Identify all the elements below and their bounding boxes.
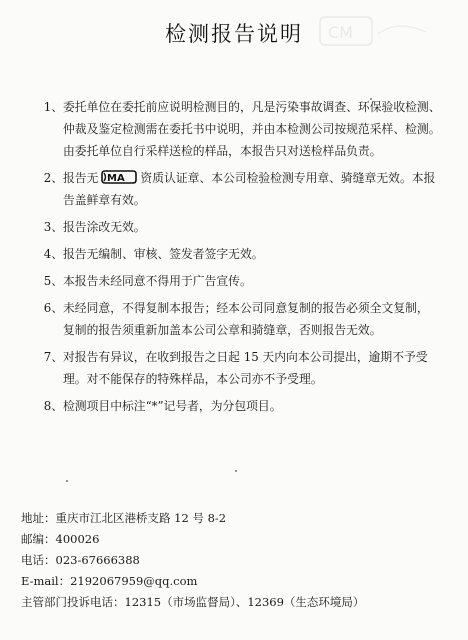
note-item (20, 167, 450, 211)
email-text: E-mail：2192067959@qq.com (21, 574, 198, 588)
note-line: 由委托单位自行采样送检的样品，本报告只对送检样品负责。 (63, 144, 382, 158)
note-line: 告盖鲜章有效。 (63, 193, 146, 207)
note-number: 6、 (43, 301, 63, 315)
cma-mark-icon (101, 169, 137, 185)
note-text-segment: 报告无 (63, 171, 99, 185)
complaint-phone-text: 主管部门投诉电话：12315（市场监督局）、12369（生态环境局） (21, 595, 365, 609)
note-line: 对报告有异议，在收到报告之日起 15 天内向本公司提出，逾期不予受 (63, 350, 428, 364)
note-line: 仲裁及鉴定检测需在委托书中说明，并由本检测公司按规范采样、检测。 (63, 122, 441, 136)
note-item (20, 96, 450, 162)
note-number: 7、 (43, 350, 63, 364)
note-line: 报告无编制、审核、签发者签字无效。 (63, 247, 264, 261)
note-number: 1、 (43, 100, 63, 114)
contact-block (21, 508, 451, 613)
note-line: 报告涂改无效。 (63, 220, 146, 234)
note-line: 未经同意，不得复制本报告；经本公司同意复制的报告必须全文复制， (63, 301, 429, 315)
note-number: 8、 (43, 399, 63, 413)
address-text: 地址：重庆市江北区港桥支路 12 号 8-2 (21, 511, 227, 525)
note-item (20, 346, 450, 390)
phone-text: 电话：023-67666388 (21, 553, 140, 567)
note-number: 2、 (43, 171, 63, 185)
note-item (20, 243, 450, 265)
postcode-text: 邮编：400026 (21, 532, 100, 546)
scan-speck (66, 480, 68, 482)
note-line: 理。对不能保存的特殊样品，本公司亦不予受理。 (63, 372, 323, 386)
note-item (20, 216, 450, 238)
note-item (20, 395, 450, 417)
note-item (20, 297, 450, 341)
note-text-segment: 资质认证章、本公司检验检测专用章、骑缝章无效。本报 (140, 171, 436, 185)
notes-list (20, 96, 450, 422)
scan-speck (235, 470, 237, 472)
note-number: 3、 (43, 220, 63, 234)
note-number: 4、 (43, 247, 63, 261)
note-item (20, 270, 450, 292)
note-line: 检测项目中标注“*”记号者，为分包项目。 (63, 399, 282, 413)
svg-text:MA: MA (107, 173, 126, 184)
page-title: 检测报告说明 (165, 22, 303, 46)
note-line (63, 167, 450, 189)
note-line: 委托单位在委托前应说明检测目的，凡是污染事故调查、环保验收检测、 (63, 100, 441, 114)
note-line: 本报告未经同意不得用于广告宣传。 (63, 274, 252, 288)
scan-speck (370, 98, 372, 100)
note-number: 5、 (43, 274, 63, 288)
note-line: 复制的报告须重新加盖本公司公章和骑缝章，否则报告无效。 (63, 323, 382, 337)
svg-text:CM: CM (328, 23, 353, 42)
